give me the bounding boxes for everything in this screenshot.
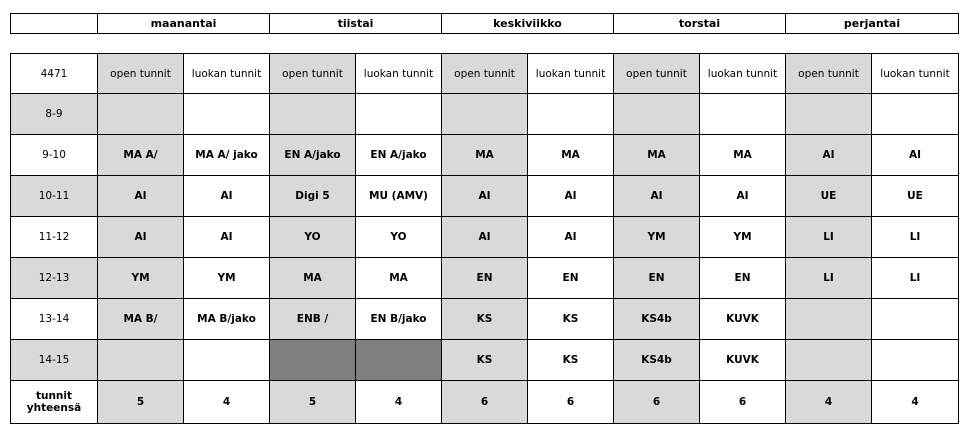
total-cell: 4	[872, 381, 959, 424]
day-header-thursday: torstai	[614, 14, 786, 34]
lesson-cell: KS4b	[614, 299, 700, 340]
subheader-cell: luokan tunnit	[184, 54, 270, 94]
lesson-cell: LI	[872, 217, 959, 258]
lesson-cell: YM	[184, 258, 270, 299]
lesson-cell: YO	[270, 217, 356, 258]
lesson-cell	[356, 94, 442, 135]
subheader-cell: open tunnit	[270, 54, 356, 94]
lesson-cell: AI	[184, 217, 270, 258]
lesson-cell: AI	[442, 176, 528, 217]
lesson-cell: AI	[528, 176, 614, 217]
lesson-cell	[528, 94, 614, 135]
lesson-cell: MA B/	[98, 299, 184, 340]
lesson-cell	[270, 94, 356, 135]
lesson-cell: MA	[614, 135, 700, 176]
lesson-cell: MA	[700, 135, 786, 176]
lesson-cell	[614, 94, 700, 135]
lesson-cell: KS	[442, 299, 528, 340]
total-cell: 5	[270, 381, 356, 424]
time-slot-label: 8-9	[11, 94, 98, 135]
lesson-cell	[786, 94, 872, 135]
day-header-monday: maanantai	[98, 14, 270, 34]
lesson-cell: AI	[872, 135, 959, 176]
subheader-row	[11, 54, 959, 94]
time-slot-label: 9-10	[11, 135, 98, 176]
time-slot-label: 13-14	[11, 299, 98, 340]
lesson-cell	[184, 340, 270, 381]
lesson-cell	[270, 340, 356, 381]
lesson-cell: YM	[98, 258, 184, 299]
subheader-cell: open tunnit	[786, 54, 872, 94]
totals-label: tunnit yhteensä	[11, 381, 98, 424]
total-cell: 6	[614, 381, 700, 424]
table-row	[11, 135, 959, 176]
lesson-cell: MA	[356, 258, 442, 299]
lesson-cell: EN	[528, 258, 614, 299]
lesson-cell: YM	[614, 217, 700, 258]
lesson-cell: LI	[786, 217, 872, 258]
day-header-row	[11, 14, 959, 34]
subheader-cell: open tunnit	[614, 54, 700, 94]
lesson-cell	[786, 340, 872, 381]
lesson-cell: ENB /	[270, 299, 356, 340]
total-cell: 6	[528, 381, 614, 424]
lesson-cell: KUVK	[700, 299, 786, 340]
lesson-cell: YO	[356, 217, 442, 258]
day-header-friday: perjantai	[786, 14, 959, 34]
lesson-cell: KS	[442, 340, 528, 381]
subheader-cell: open tunnit	[442, 54, 528, 94]
lesson-cell	[872, 94, 959, 135]
totals-row	[11, 381, 959, 424]
lesson-cell: KUVK	[700, 340, 786, 381]
table-row	[11, 94, 959, 135]
total-cell: 6	[700, 381, 786, 424]
lesson-cell: MA B/jako	[184, 299, 270, 340]
lesson-cell	[98, 94, 184, 135]
lesson-cell	[442, 94, 528, 135]
lesson-cell: MA	[442, 135, 528, 176]
time-slot-label: 10-11	[11, 176, 98, 217]
lesson-cell: MA A/	[98, 135, 184, 176]
total-cell: 5	[98, 381, 184, 424]
schedule-table	[10, 53, 959, 424]
lesson-cell: AI	[528, 217, 614, 258]
table-row	[11, 299, 959, 340]
lesson-cell: LI	[786, 258, 872, 299]
time-slot-label: 12-13	[11, 258, 98, 299]
lesson-cell: Digi 5	[270, 176, 356, 217]
lesson-cell: MA A/ jako	[184, 135, 270, 176]
lesson-cell: MA	[270, 258, 356, 299]
subheader-cell: open tunnit	[98, 54, 184, 94]
subheader-cell: luokan tunnit	[700, 54, 786, 94]
total-cell: 4	[184, 381, 270, 424]
lesson-cell: EN	[614, 258, 700, 299]
table-row	[11, 176, 959, 217]
lesson-cell	[356, 340, 442, 381]
subheader-cell: luokan tunnit	[872, 54, 959, 94]
lesson-cell: AI	[700, 176, 786, 217]
lesson-cell	[184, 94, 270, 135]
lesson-cell: YM	[700, 217, 786, 258]
lesson-cell	[872, 299, 959, 340]
lesson-cell: AI	[614, 176, 700, 217]
lesson-cell: EN	[442, 258, 528, 299]
lesson-cell: UE	[786, 176, 872, 217]
lesson-cell	[700, 94, 786, 135]
day-header-table	[10, 13, 959, 34]
total-cell: 4	[356, 381, 442, 424]
lesson-cell: MU (AMV)	[356, 176, 442, 217]
lesson-cell: KS	[528, 299, 614, 340]
total-cell: 6	[442, 381, 528, 424]
subheader-cell: luokan tunnit	[356, 54, 442, 94]
time-slot-label: 14-15	[11, 340, 98, 381]
lesson-cell: EN B/jako	[356, 299, 442, 340]
table-row	[11, 258, 959, 299]
total-cell: 4	[786, 381, 872, 424]
table-row	[11, 217, 959, 258]
group-code: 4471	[11, 54, 98, 94]
lesson-cell	[98, 340, 184, 381]
lesson-cell	[872, 340, 959, 381]
lesson-cell: LI	[872, 258, 959, 299]
lesson-cell: UE	[872, 176, 959, 217]
lesson-cell: EN A/jako	[356, 135, 442, 176]
subheader-cell: luokan tunnit	[528, 54, 614, 94]
time-slot-label: 11-12	[11, 217, 98, 258]
lesson-cell: KS4b	[614, 340, 700, 381]
day-header-corner	[11, 14, 98, 34]
day-header-wednesday: keskiviikko	[442, 14, 614, 34]
lesson-cell: AI	[98, 217, 184, 258]
lesson-cell: AI	[442, 217, 528, 258]
lesson-cell: EN	[700, 258, 786, 299]
day-header-tuesday: tiistai	[270, 14, 442, 34]
table-row	[11, 340, 959, 381]
lesson-cell: KS	[528, 340, 614, 381]
lesson-cell: AI	[98, 176, 184, 217]
lesson-cell: AI	[786, 135, 872, 176]
lesson-cell: AI	[184, 176, 270, 217]
lesson-cell	[786, 299, 872, 340]
lesson-cell: EN A/jako	[270, 135, 356, 176]
lesson-cell: MA	[528, 135, 614, 176]
